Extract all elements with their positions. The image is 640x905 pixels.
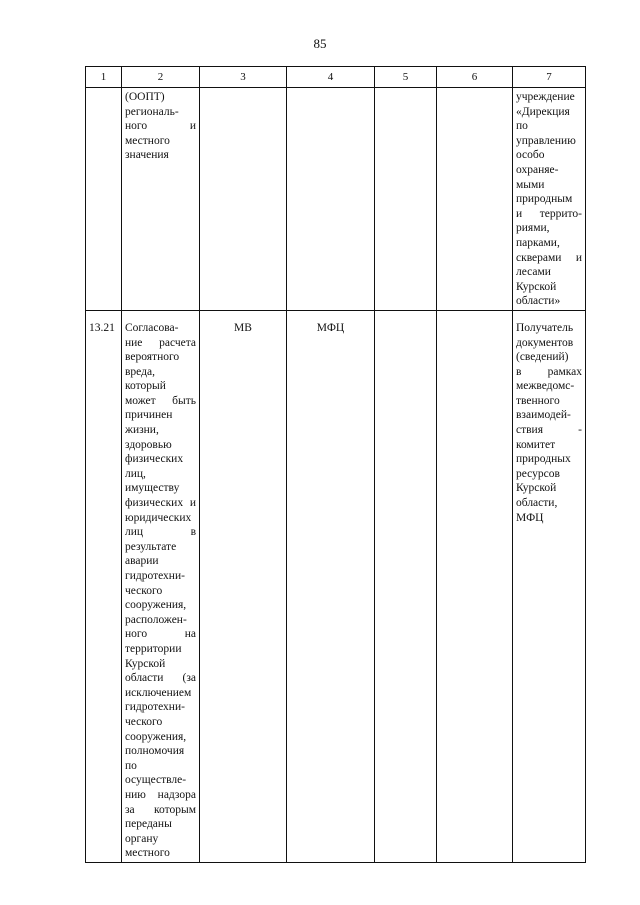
cell-col4	[287, 88, 375, 311]
cell-col6	[437, 310, 513, 862]
cell-text-line: риями,	[516, 222, 550, 235]
cell-text-line: Курской	[516, 482, 557, 495]
cell-text-line: Курской	[516, 280, 557, 293]
cell-text-line: аварии	[125, 555, 159, 568]
cell-text-line: ресурсов	[516, 467, 560, 480]
header-cell: 7	[513, 67, 586, 88]
cell-text-line: области (за	[125, 672, 196, 685]
cell-text-line: переданы	[125, 818, 172, 831]
cell-text-line: значения	[125, 149, 169, 162]
header-cell: 2	[122, 67, 200, 88]
cell-text-line: имуществу	[125, 482, 180, 495]
page-number: 85	[313, 36, 327, 51]
service-name-cell	[122, 310, 200, 862]
cell-text-line: Курской	[125, 657, 166, 670]
cell-text-line: местного	[125, 134, 170, 147]
header-cell: 1	[86, 67, 122, 88]
cell-text-line: территории	[125, 642, 182, 655]
cell-text-line: за которым	[125, 803, 196, 816]
cell-text-line: причинен	[125, 409, 173, 422]
header-cell: 3	[200, 67, 287, 88]
cell-text-line: охраняе-	[516, 163, 559, 176]
cell-text-line: гидротехни-	[125, 570, 185, 582]
cell-text-line: вероятного	[125, 351, 180, 364]
cell-text-line: по	[125, 759, 137, 772]
cell-text-line: комитет	[516, 438, 556, 451]
cell-text-line: документов	[516, 336, 574, 349]
cell-text-line: межведомс-	[516, 380, 575, 393]
cell-text-line: исключением	[125, 686, 192, 699]
cell-text-line: взаимодей-	[516, 409, 571, 422]
cell-text-line: сооружения,	[125, 599, 187, 612]
cell-text-line: вреда,	[125, 365, 155, 378]
header-cell: 6	[437, 67, 513, 88]
cell-text-line: лесами	[516, 266, 551, 279]
cell-text-line: управлению	[516, 134, 576, 147]
recipient-cell	[513, 310, 586, 862]
cell-text-line: МФЦ	[516, 511, 544, 524]
cell-text-line: скверами и	[516, 251, 582, 264]
cell-text-line: и террито-	[516, 207, 582, 220]
table-row	[86, 88, 586, 311]
cell-text-line: по	[516, 120, 528, 133]
cell-text-line: физических	[125, 453, 184, 466]
cell-col4: МФЦ	[287, 310, 375, 862]
cell-text-line: физических и	[125, 497, 196, 510]
cell-col3	[200, 88, 287, 311]
cell-text-line: региональ-	[125, 105, 179, 118]
cell-text-line: особо	[516, 149, 545, 162]
cell-text-line: сооружения,	[125, 730, 187, 743]
cell-text-line: лиц,	[125, 467, 146, 480]
cell-text-line: ческого	[125, 715, 163, 728]
cell-text-line: ствия -	[516, 424, 582, 437]
cell-text-line: местного	[125, 847, 170, 860]
cell-text-line: расположен-	[125, 613, 187, 626]
cell-text-line: области»	[516, 295, 561, 308]
cell-col5	[375, 310, 437, 862]
cell-text-line: природным	[516, 193, 573, 206]
cell-text-line: ческого	[125, 584, 163, 597]
cell-text-line: гидротехни-	[125, 701, 185, 714]
cell-text-line: области,	[516, 497, 558, 510]
cell-text-line: ного и	[125, 120, 196, 133]
cell-text-line: твенного	[516, 394, 560, 407]
recipient-cell	[513, 88, 586, 311]
row-number-cell: 13.21	[86, 310, 122, 862]
cell-text-line: лиц в	[125, 526, 196, 539]
cell-text-line: парками,	[516, 236, 560, 249]
cell-text-line: ние расчета	[125, 336, 196, 349]
cell-text-line: результате	[125, 540, 177, 553]
cell-text-line: (сведений)	[516, 351, 569, 364]
service-name-cell	[122, 88, 200, 311]
cell-text-line: жизни,	[125, 424, 159, 437]
cell-text-line: юридических	[125, 511, 192, 524]
cell-text-line: Согласова-	[125, 321, 179, 334]
cell-col3: МВ	[200, 310, 287, 862]
cell-text-line: органу	[125, 832, 159, 845]
header-cell: 4	[287, 67, 375, 88]
cell-col5	[375, 88, 437, 311]
cell-text-line: полномочия	[125, 745, 185, 758]
cell-text-line: учреждение	[516, 91, 575, 103]
cell-text-line: «Дирекция	[516, 105, 570, 118]
cell-text-line: здоровью	[125, 438, 172, 451]
cell-text-line: Получатель	[516, 321, 574, 334]
services-table	[85, 66, 586, 863]
cell-text-line: природных	[516, 453, 571, 466]
table-header-row	[86, 67, 586, 88]
cell-text-line: (ООПТ)	[125, 91, 165, 103]
cell-text-line: может быть	[125, 394, 196, 407]
row-number-cell	[86, 88, 122, 311]
cell-text-line: который	[125, 380, 166, 393]
cell-col6	[437, 88, 513, 311]
cell-text-line: в рамках	[516, 365, 582, 378]
cell-text-line: ного на	[125, 628, 196, 641]
header-cell: 5	[375, 67, 437, 88]
cell-text-line: нию надзора	[125, 788, 196, 801]
cell-text-line: мыми	[516, 178, 545, 191]
table-row	[86, 310, 586, 862]
cell-text-line: осуществле-	[125, 774, 187, 787]
